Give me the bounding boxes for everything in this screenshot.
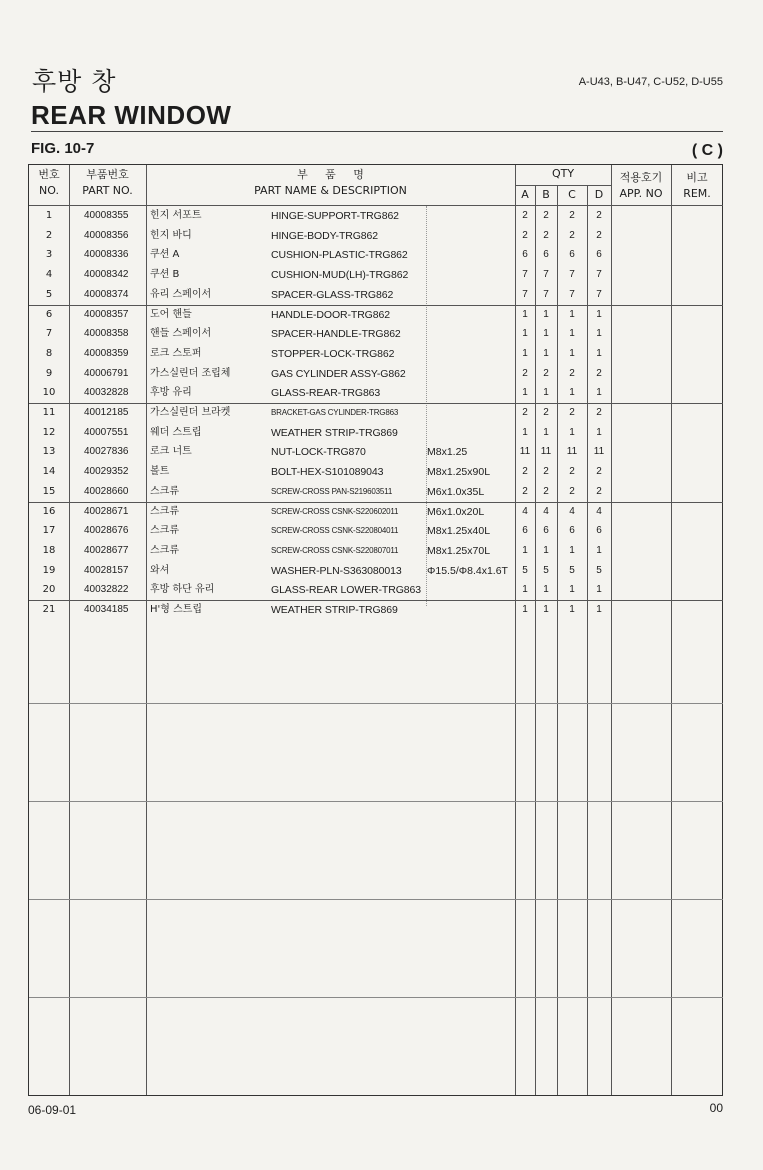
qty-c: 2: [569, 466, 575, 478]
col-header-part-no: 부품번호 PART NO.: [82, 168, 133, 197]
model-list: A-U43, B-U47, C-U52, D-U55: [578, 76, 723, 88]
qty-d: 1: [596, 308, 602, 320]
part-name-korean: 힌지 서포트: [150, 210, 202, 221]
part-name: BRACKET-GAS CYLINDER-TRG863: [271, 408, 399, 417]
qty-c: 7: [569, 288, 575, 300]
part-name: SCREW-CROSS CSNK-S220804011: [271, 526, 399, 536]
qty-d: 2: [596, 367, 602, 379]
part-number: 40032828: [84, 387, 129, 399]
qty-a: 6: [522, 249, 528, 261]
part-name: HINGE-SUPPORT-TRG862: [271, 210, 399, 222]
qty-a: 6: [522, 525, 528, 537]
qty-c: 6: [569, 525, 575, 537]
part-name-korean: 가스실린더 브라켓: [150, 407, 231, 418]
row-number: 15: [42, 485, 56, 497]
qty-a: 2: [522, 210, 528, 221]
part-name: SPACER-GLASS-TRG862: [271, 288, 394, 301]
qty-b: 1: [543, 584, 549, 596]
qty-a: 1: [522, 387, 528, 399]
part-spec: [427, 580, 515, 600]
qty-c: 2: [569, 210, 575, 221]
part-name: WEATHER STRIP-TRG869: [271, 426, 398, 439]
col-header-qty-d: D: [594, 188, 604, 201]
qty-d: 7: [596, 269, 602, 281]
qty-d: 2: [596, 466, 602, 478]
part-number: 40006791: [84, 367, 129, 379]
qty-b: 2: [543, 485, 549, 497]
qty-a: 7: [522, 288, 528, 300]
part-name-korean: 핸들 스페이서: [150, 328, 212, 340]
part-spec: [427, 383, 515, 403]
part-name-korean: 스크류: [150, 485, 179, 497]
qty-a: 1: [522, 426, 528, 438]
row-number: 7: [45, 328, 53, 340]
qty-b: 7: [543, 288, 549, 300]
row-number: 3: [45, 249, 53, 261]
part-spec: [427, 600, 515, 620]
part-spec: M6x1.0x35L: [427, 485, 485, 498]
qty-b: 1: [543, 387, 549, 399]
qty-a: 1: [522, 347, 528, 359]
part-number: 40008359: [84, 347, 129, 359]
row-number: 17: [42, 525, 56, 537]
qty-c: 1: [569, 328, 575, 340]
part-number: 40008358: [84, 328, 129, 340]
col-header-qty-a: A: [521, 188, 529, 201]
part-number: 40028677: [84, 544, 129, 556]
part-name-korean: 쿠션 B: [150, 269, 180, 281]
qty-b: 1: [543, 426, 549, 438]
header-divider: [515, 185, 611, 186]
part-number: 40012185: [84, 407, 129, 418]
part-name: STOPPER-LOCK-TRG862: [271, 347, 395, 360]
part-spec: M8x1.25x70L: [427, 544, 491, 557]
part-name-korean: H'형 스트립: [150, 604, 203, 615]
col-header-no: 번호 NO.: [38, 168, 60, 197]
qty-d: 1: [596, 604, 602, 615]
part-name: GAS CYLINDER ASSY-G862: [271, 367, 406, 380]
part-number: 40028676: [84, 525, 129, 537]
part-number: 40008374: [84, 288, 129, 300]
part-spec: [427, 206, 515, 226]
part-spec: [427, 403, 515, 423]
qty-b: 2: [543, 367, 549, 379]
part-name-korean: 웨더 스트립: [150, 426, 202, 438]
part-name-korean: 와셔: [150, 564, 170, 576]
part-name-korean: 스크류: [150, 525, 179, 537]
qty-b: 6: [543, 249, 549, 261]
part-spec: [427, 364, 515, 384]
part-number: 40028157: [84, 564, 129, 576]
part-name-korean: 스크류: [150, 544, 179, 556]
qty-a: 1: [522, 328, 528, 340]
qty-d: 2: [596, 407, 602, 418]
row-number: 10: [42, 387, 56, 399]
part-number: 40029352: [84, 466, 129, 478]
qty-c: 1: [569, 426, 575, 438]
qty-a: 2: [522, 407, 528, 418]
qty-a: 7: [522, 269, 528, 281]
part-spec: [427, 305, 515, 325]
row-number: 14: [42, 466, 56, 478]
figure-number: FIG. 10-7: [31, 140, 95, 157]
qty-d: 1: [596, 584, 602, 596]
page-number: 00: [709, 1101, 723, 1115]
qty-d: 6: [596, 249, 602, 261]
revision-date: 06-09-01: [28, 1103, 77, 1117]
qty-c: 4: [569, 505, 575, 517]
qty-b: 2: [543, 229, 549, 241]
qty-b: 2: [543, 466, 549, 478]
part-name: WASHER-PLN-S363080013: [271, 564, 402, 577]
part-number: 40008356: [84, 229, 129, 241]
row-number: 20: [42, 584, 56, 596]
col-header-app-no: 적용호기 APP. NO: [619, 171, 663, 200]
part-name-korean: 쿠션 A: [150, 249, 180, 261]
row-number: 8: [45, 347, 53, 359]
qty-b: 1: [543, 347, 549, 359]
part-name: GLASS-REAR-TRG863: [271, 387, 381, 400]
qty-c: 2: [569, 367, 575, 379]
qty-d: 4: [596, 505, 602, 517]
qty-b: 11: [540, 446, 552, 458]
qty-d: 1: [596, 387, 602, 399]
row-number: 12: [42, 426, 56, 438]
qty-c: 1: [569, 584, 575, 596]
qty-d: 2: [596, 229, 602, 241]
part-name-korean: 유리 스페이서: [150, 288, 212, 300]
qty-d: 7: [596, 288, 602, 300]
row-number: 19: [42, 564, 56, 576]
group-divider: [29, 997, 723, 998]
part-number: 40028660: [84, 485, 129, 497]
part-spec: [427, 265, 515, 285]
part-name-korean: 로크 너트: [150, 446, 192, 458]
qty-a: 2: [522, 229, 528, 241]
qty-b: 5: [543, 564, 549, 576]
col-header-qty: QTY: [551, 167, 575, 180]
qty-d: 2: [596, 485, 602, 497]
qty-c: 2: [569, 407, 575, 418]
qty-c: 1: [569, 308, 575, 320]
part-number: 40007551: [84, 426, 129, 438]
qty-d: 1: [596, 426, 602, 438]
qty-b: 4: [543, 505, 549, 517]
part-number: 40034185: [84, 604, 129, 615]
qty-d: 1: [596, 347, 602, 359]
part-name: SCREW-CROSS CSNK-S220602011: [271, 506, 399, 516]
row-number: 5: [45, 288, 53, 300]
part-name-korean: 도어 핸들: [150, 308, 192, 320]
qty-c: 5: [569, 564, 575, 576]
part-name: HANDLE-DOOR-TRG862: [271, 308, 390, 321]
qty-c: 11: [566, 446, 578, 458]
col-header-remarks: 비고 REM.: [683, 171, 711, 200]
page-title-korean: 후방 창: [32, 67, 117, 96]
qty-a: 2: [522, 485, 528, 497]
part-number: 40008336: [84, 249, 129, 261]
part-name-korean: 스크류: [150, 505, 179, 517]
qty-d: 1: [596, 544, 602, 556]
qty-b: 1: [543, 544, 549, 556]
qty-c: 1: [569, 347, 575, 359]
qty-a: 1: [522, 604, 528, 615]
part-number: 40028671: [84, 505, 129, 517]
part-spec: [427, 226, 515, 246]
qty-c: 7: [569, 269, 575, 281]
qty-a: 2: [522, 367, 528, 379]
qty-d: 5: [596, 564, 602, 576]
title-divider: [31, 131, 723, 132]
qty-d: 1: [596, 328, 602, 340]
part-name: SCREW-CROSS CSNK-S220807011: [271, 545, 399, 555]
col-header-qty-b: B: [542, 188, 550, 201]
qty-a: 1: [522, 308, 528, 320]
qty-d: 2: [596, 210, 602, 221]
qty-a: 11: [519, 446, 531, 458]
part-name: SCREW-CROSS PAN-S219603511: [271, 486, 393, 496]
row-number: 4: [45, 269, 53, 281]
part-number: 40027836: [84, 446, 129, 458]
part-spec: [427, 285, 515, 305]
row-number: 16: [42, 505, 56, 517]
part-spec: M8x1.25x40L: [427, 525, 491, 538]
part-spec: [427, 324, 515, 344]
qty-c: 2: [569, 229, 575, 241]
part-number: 40008342: [84, 269, 129, 281]
qty-b: 2: [543, 407, 549, 418]
qty-b: 7: [543, 269, 549, 281]
group-divider: [29, 801, 723, 802]
part-name: CUSHION-MUD(LH)-TRG862: [271, 269, 409, 282]
part-name: NUT-LOCK-TRG870: [271, 446, 366, 459]
parts-table: [28, 164, 723, 1096]
part-spec: [427, 245, 515, 265]
group-divider: [29, 703, 723, 704]
part-number: 40032822: [84, 584, 129, 596]
part-spec: M8x1.25x90L: [427, 466, 491, 479]
qty-a: 5: [522, 564, 528, 576]
qty-a: 1: [522, 544, 528, 556]
row-number: 13: [42, 446, 56, 458]
qty-b: 1: [543, 328, 549, 340]
qty-c: 1: [569, 387, 575, 399]
col-header-qty-c: C: [568, 188, 576, 201]
part-spec: [427, 423, 515, 443]
part-spec: [427, 344, 515, 364]
row-number: 2: [45, 229, 53, 241]
row-number: 18: [42, 544, 56, 556]
row-number: 1: [45, 210, 53, 221]
part-spec: M8x1.25: [427, 446, 468, 459]
part-name: CUSHION-PLASTIC-TRG862: [271, 249, 408, 262]
row-number: 6: [45, 308, 53, 320]
qty-b: 1: [543, 308, 549, 320]
qty-c: 1: [569, 544, 575, 556]
part-name: GLASS-REAR LOWER-TRG863: [271, 584, 421, 597]
qty-c: 2: [569, 485, 575, 497]
row-number: 9: [45, 367, 53, 379]
qty-c: 6: [569, 249, 575, 261]
part-name: BOLT-HEX-S101089043: [271, 466, 384, 479]
group-divider: [29, 899, 723, 900]
section-label: ( C ): [691, 142, 723, 159]
part-name: SPACER-HANDLE-TRG862: [271, 328, 401, 341]
part-name-korean: 볼트: [150, 466, 170, 478]
part-name-korean: 후방 유리: [150, 387, 192, 399]
qty-b: 6: [543, 525, 549, 537]
row-number: 11: [42, 407, 56, 418]
qty-a: 4: [522, 505, 528, 517]
part-spec: Φ15.5/Φ8.4x1.6T: [427, 564, 508, 577]
part-name-korean: 힌지 바디: [150, 229, 192, 241]
part-name: HINGE-BODY-TRG862: [271, 229, 379, 242]
qty-a: 2: [522, 466, 528, 478]
part-number: 40008357: [84, 308, 129, 320]
part-name: WEATHER STRIP-TRG869: [271, 604, 398, 616]
part-spec: M6x1.0x20L: [427, 505, 485, 518]
qty-b: 2: [543, 210, 549, 221]
part-name-korean: 후방 하단 유리: [150, 584, 215, 596]
col-header-part-name: 부 품 명 PART NAME & DESCRIPTION: [254, 168, 407, 197]
page-title: REAR WINDOW: [31, 100, 232, 130]
qty-c: 1: [569, 604, 575, 615]
qty-d: 11: [593, 446, 605, 458]
row-number: 21: [42, 604, 56, 615]
part-name-korean: 로크 스토퍼: [150, 347, 202, 359]
qty-a: 1: [522, 584, 528, 596]
qty-d: 6: [596, 525, 602, 537]
part-name-korean: 가스실린더 조립체: [150, 367, 231, 379]
part-number: 40008355: [84, 210, 129, 221]
qty-b: 1: [543, 604, 549, 615]
